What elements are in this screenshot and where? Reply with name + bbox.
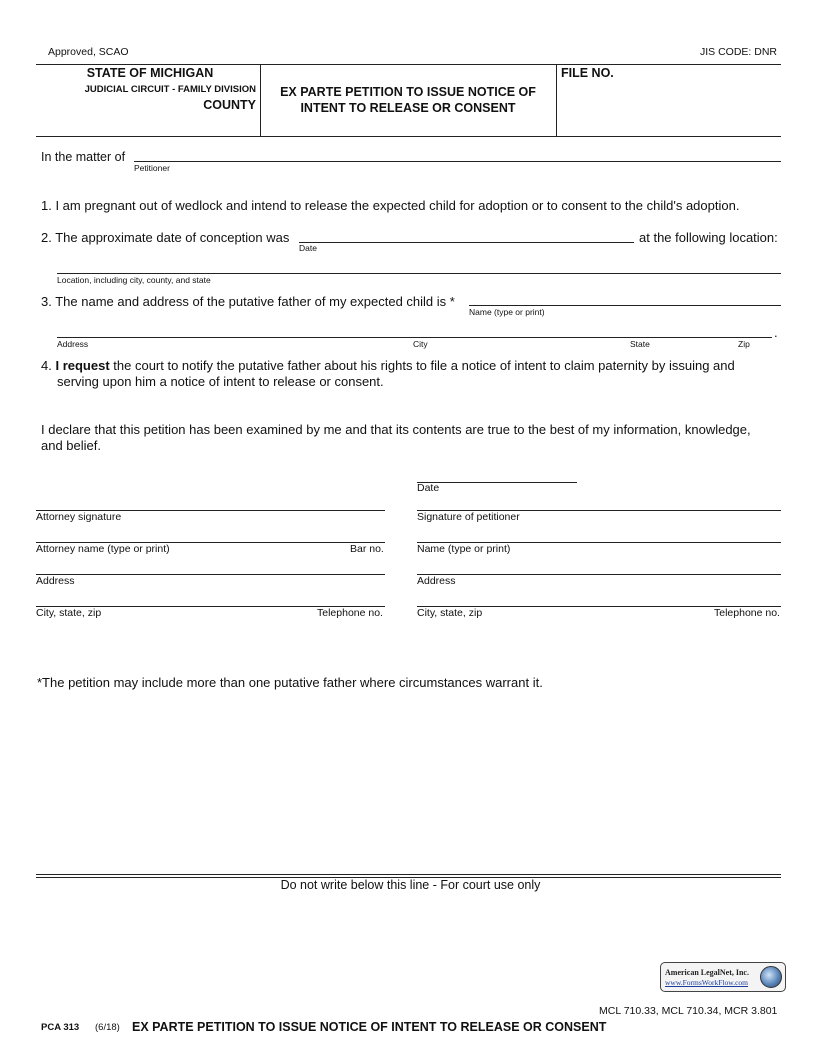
item-2-suffix: at the following location: (639, 230, 778, 245)
form-title-line1: EX PARTE PETITION TO ISSUE NOTICE OF (280, 85, 536, 99)
item-4-line1 (41, 358, 735, 373)
bar-no-caption: Bar no. (350, 543, 384, 555)
footer-title: EX PARTE PETITION TO ISSUE NOTICE OF INTENT TO RELEASE OR CONSENT (132, 1020, 607, 1034)
court-use-label: Do not write below this line - For court use only (280, 878, 541, 892)
circuit-label: JUDICIAL CIRCUIT - FAMILY DIVISION (84, 84, 256, 95)
conception-location-field[interactable] (57, 273, 781, 274)
form-title-line2: INTENT TO RELEASE OR CONSENT (300, 101, 516, 115)
approved-label: Approved, SCAO (48, 46, 129, 58)
globe-icon (760, 966, 782, 988)
item-4-request: I request (55, 358, 110, 373)
name-caption: Name (type or print) (469, 307, 545, 317)
item-2-text: 2. The approximate date of conception was (41, 230, 290, 245)
citation: MCL 710.33, MCL 710.34, MCR 3.801 (599, 1005, 778, 1017)
attorney-address-field[interactable] (36, 574, 385, 575)
item-4-number: 4. (41, 358, 52, 373)
address-period: . (774, 325, 778, 340)
state-caption: State (630, 339, 650, 349)
petitioner-phone-caption: Telephone no. (714, 607, 780, 619)
logo-name: American LegalNet, Inc. (665, 968, 749, 977)
attorney-name-caption: Attorney name (type or print) (36, 543, 170, 555)
form-number: PCA 313 (41, 1022, 80, 1033)
declaration-line1: I declare that this petition has been examined by me and that its contents are true to the best of my information, knowledge, (41, 422, 751, 437)
american-legalnet-logo[interactable] (660, 962, 786, 992)
father-address-field[interactable] (57, 337, 772, 338)
attorney-phone-caption: Telephone no. (317, 607, 383, 619)
petitioner-caption: Petitioner (134, 163, 170, 173)
matter-label: In the matter of (41, 150, 126, 164)
item-4-line2: serving upon him a notice of intent to release or consent. (57, 374, 384, 389)
attorney-city-caption: City, state, zip (36, 607, 102, 619)
item-3-text: 3. The name and address of the putative father of my expected child is * (41, 294, 455, 309)
county-label: COUNTY (203, 98, 256, 112)
logo-url[interactable]: www.FormsWorkFlow.com (665, 978, 749, 987)
address-caption: Address (57, 339, 89, 349)
petitioner-address-field[interactable] (417, 574, 781, 575)
father-name-field[interactable] (469, 305, 781, 306)
city-caption: City (413, 339, 428, 349)
petitioner-city-caption: City, state, zip (417, 607, 483, 619)
attorney-address-caption: Address (36, 575, 75, 587)
conception-date-field[interactable] (299, 242, 634, 243)
form-revision: (6/18) (95, 1022, 120, 1033)
jis-code: JIS CODE: DNR (700, 46, 778, 58)
zip-caption: Zip (738, 339, 750, 349)
state-name: STATE OF MICHIGAN (86, 66, 214, 80)
petitioner-address-caption: Address (417, 575, 456, 587)
file-no-field[interactable] (640, 66, 778, 132)
date-caption: Date (299, 243, 317, 253)
caption-bottom-rule (36, 136, 781, 137)
signature-date-field[interactable] (417, 482, 577, 483)
declaration-line2: and belief. (41, 438, 101, 453)
footnote: *The petition may include more than one putative father where circumstances warrant it. (37, 675, 543, 690)
petitioner-signature-caption: Signature of petitioner (417, 511, 520, 523)
attorney-signature-caption: Attorney signature (36, 511, 122, 523)
item-1-text: 1. I am pregnant out of wedlock and intend to release the expected child for adoption or to consent to the child's adoption. (41, 198, 740, 213)
caption-divider-right (556, 64, 557, 136)
petitioner-name-caption: Name (type or print) (417, 543, 511, 555)
caption-top-rule (36, 64, 781, 65)
file-no-label: FILE NO. (561, 66, 614, 80)
petitioner-field[interactable] (134, 161, 781, 162)
court-use-rule-1 (36, 874, 781, 875)
signature-date-caption: Date (417, 482, 440, 494)
item-4-rest: the court to notify the putative father about his rights to file a notice of intent to claim paternity by issuing and (113, 358, 735, 373)
location-caption: Location, including city, county, and state (57, 275, 211, 285)
